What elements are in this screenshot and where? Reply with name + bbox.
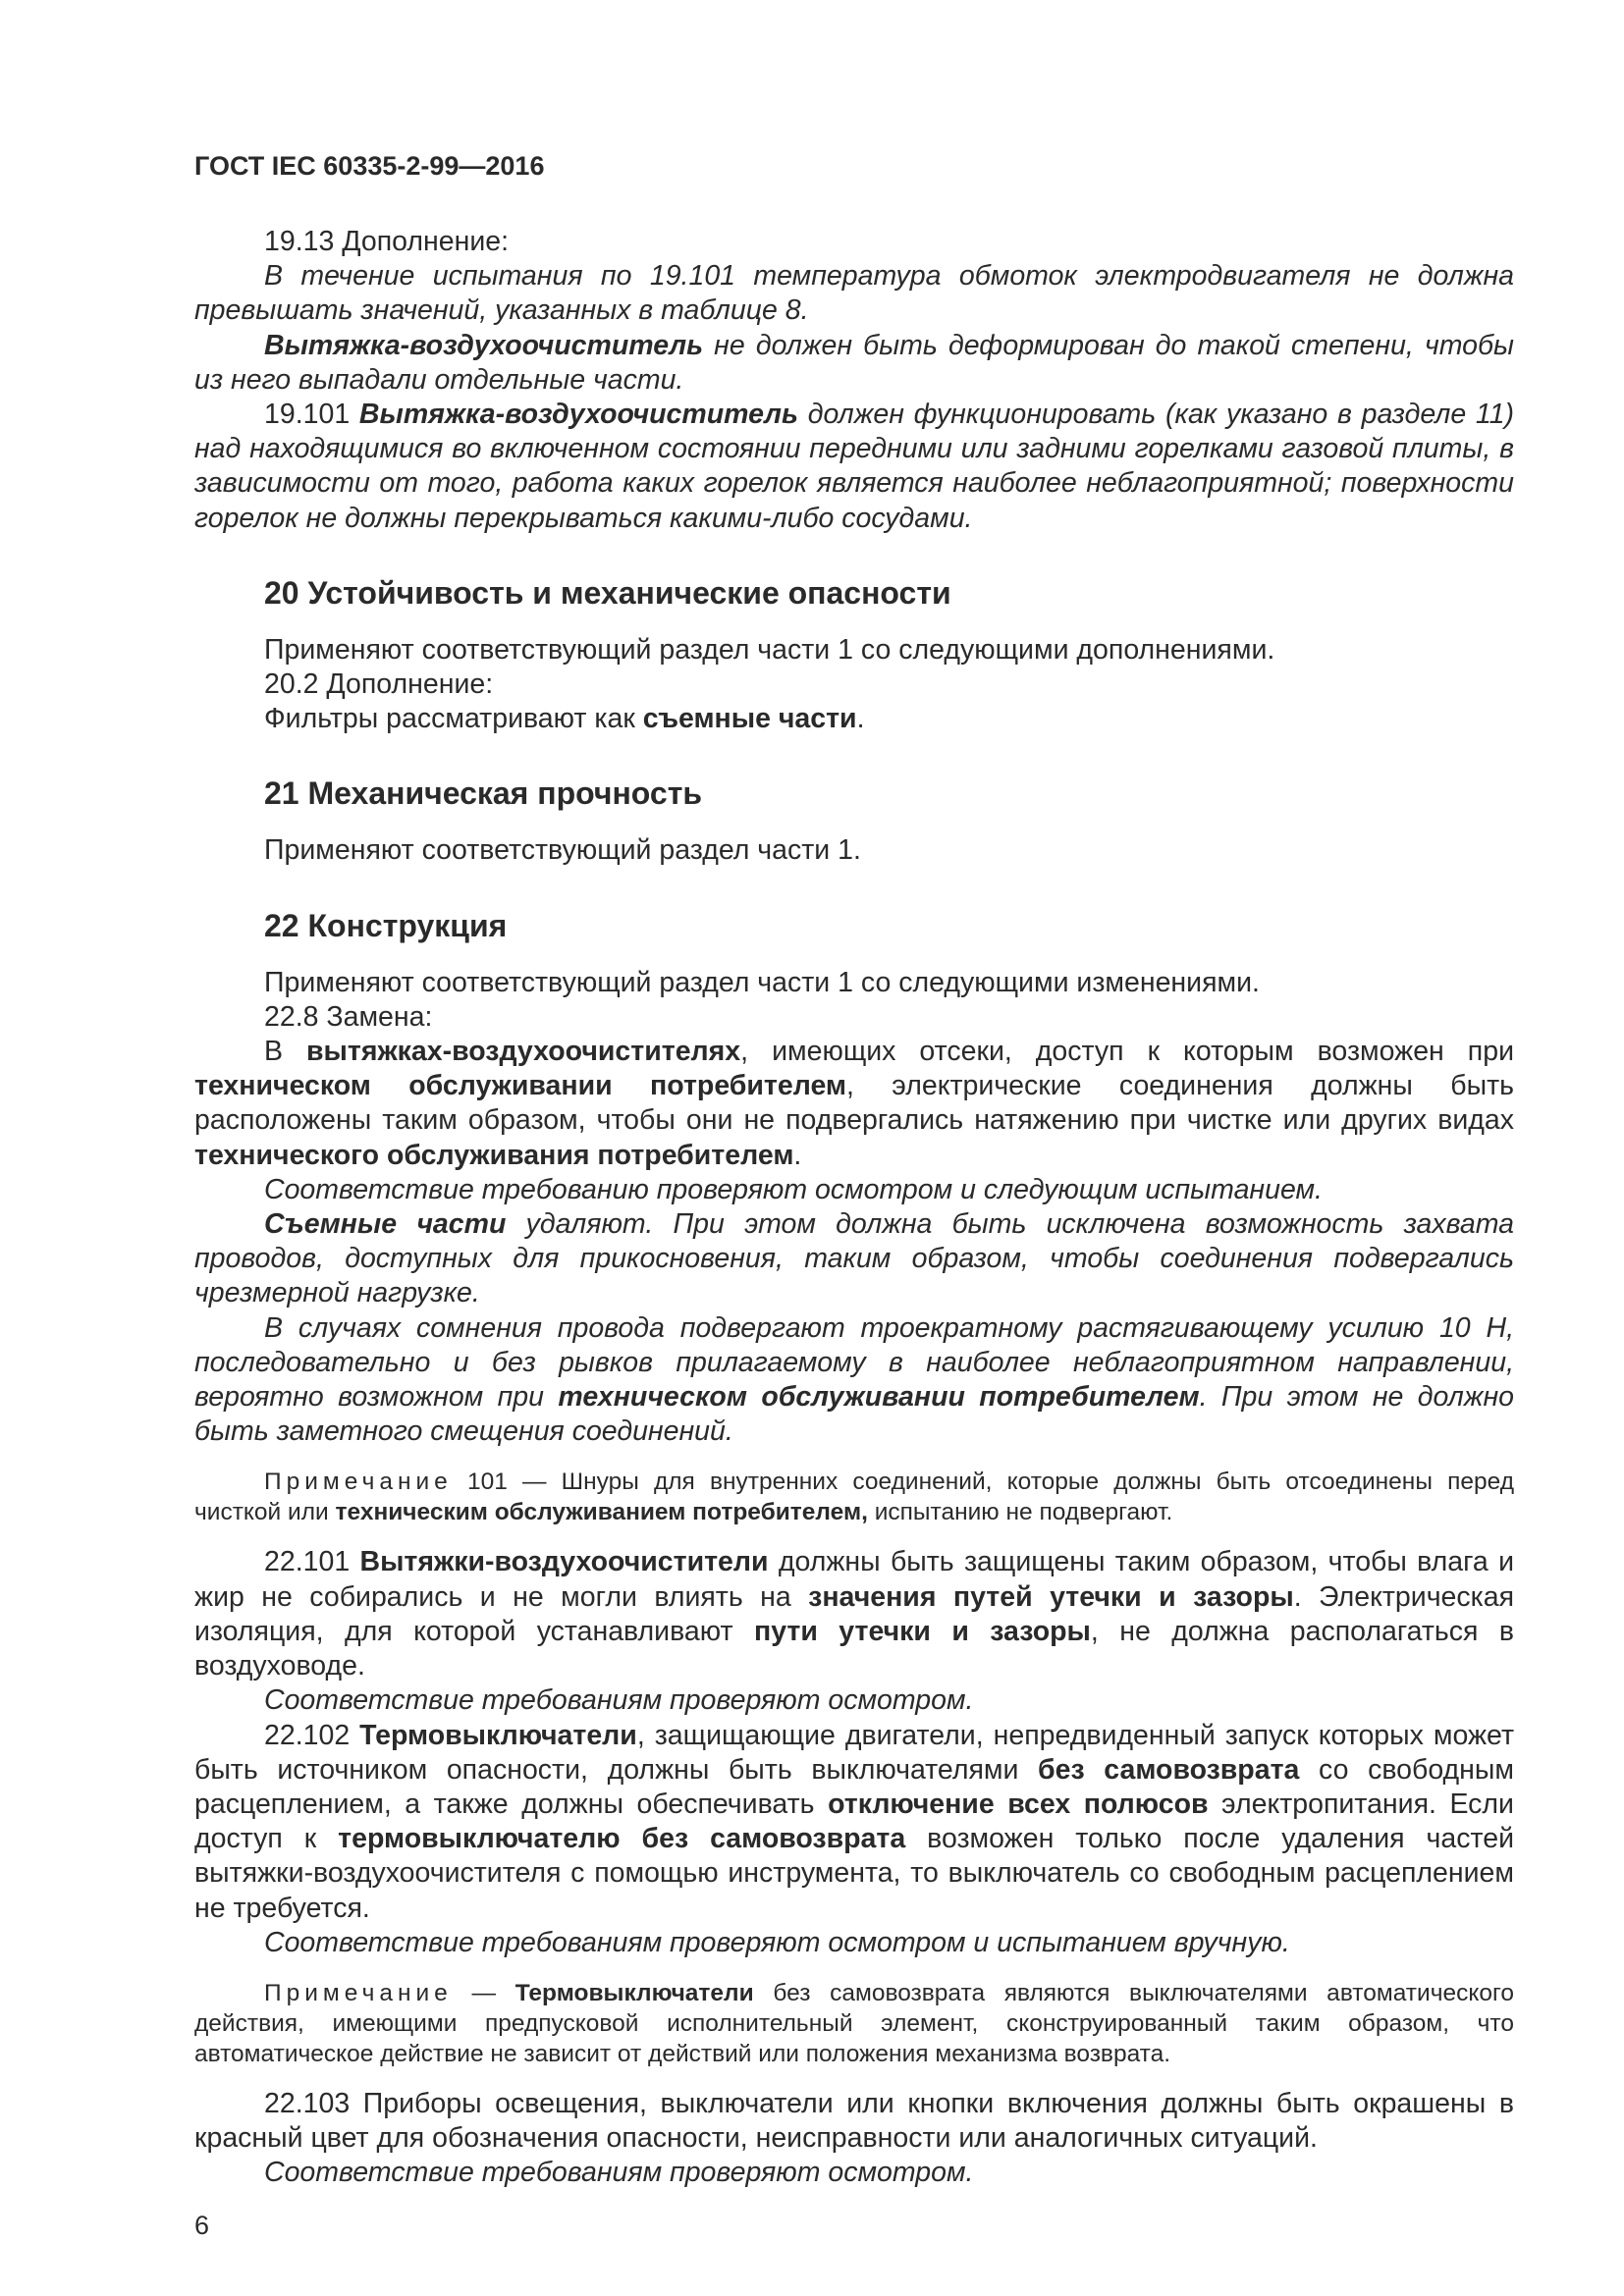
section-20-heading: 20 Устойчивость и механические опасности	[264, 574, 951, 611]
paragraph	[194, 702, 1514, 736]
text-run: со свободным расцеплением, а также должны обеспечивать	[194, 1753, 1514, 1820]
paragraph	[194, 1207, 1514, 1311]
text-run: , имеющих отсеки, доступ к которым возможен при	[740, 1036, 1514, 1068]
term-bold: техническом обслуживании потребителем	[194, 1070, 847, 1102]
paragraph	[194, 2087, 1514, 2156]
paragraph	[194, 1926, 1514, 1960]
text-run: Соответствие требованию проверяют осмотром и следующим испытанием.	[264, 1173, 1323, 1205]
note-101	[194, 1467, 1514, 1527]
text-run: электропитания. Если доступ к	[194, 1788, 1514, 1855]
text-run: .	[793, 1139, 802, 1171]
text-run: Применяют соответствующий раздел части 1.	[264, 834, 861, 867]
text-run: 22.101	[264, 1546, 360, 1578]
term-bold: вытяжках-воздухоочистителях	[306, 1036, 741, 1068]
page-number: 6	[194, 2210, 210, 2240]
text-run: В	[264, 1036, 307, 1068]
section-22-text	[194, 966, 1514, 1450]
section-19-text	[194, 225, 1514, 536]
paragraph	[194, 259, 1514, 328]
paragraph	[194, 667, 1514, 702]
term-bold: значения путей утечки и зазоры	[808, 1580, 1294, 1613]
paragraph	[194, 833, 1514, 868]
term-bold: Вытяжка-воздухоочиститель	[358, 399, 798, 431]
term-bold: Термовыключатели	[359, 1719, 637, 1751]
text-run: без самовозврата являются выключателями автоматического действия, имеющими предпусковой исполнительный элемент, сконструированный таким образом, что автоматическое действие не зависит от действий или положения механизма возврата.	[194, 1979, 1514, 2067]
paragraph	[194, 1719, 1514, 1926]
text-run: . Электрическая изоляция, для которой устанавливают	[194, 1580, 1515, 1647]
paragraph	[194, 1545, 1514, 1683]
text-run: —	[452, 1979, 515, 2006]
term-bold: без самовозврата	[1038, 1753, 1300, 1786]
paragraph	[194, 1035, 1514, 1173]
note-label: Примечание	[264, 1979, 453, 2006]
text-run: 22.8 Замена:	[264, 1000, 433, 1033]
term-bold: Термовыключатели	[514, 1979, 754, 2006]
document-page	[194, 0, 1514, 2281]
paragraph	[194, 966, 1514, 1000]
text-run: . При этом не должно быть заметного смещения соединений.	[194, 1381, 1514, 1448]
note-label: Примечание	[264, 1468, 453, 1496]
section-20	[194, 573, 1514, 737]
text-run: не должен быть деформирован до такой степени, чтобы из него выпадали отдельные части.	[194, 329, 1514, 396]
paragraph	[194, 633, 1514, 667]
term-bold: Съемные части	[264, 1208, 507, 1241]
text-run: Соответствие требованиям проверяют осмотром и испытанием вручную.	[264, 1926, 1290, 1958]
text-run: удаляют. При этом должна быть исключена возможность захвата проводов, доступных для прикосновения, таким образом, чтобы соединения подвергались чрезмерной нагрузке.	[194, 1208, 1514, 1309]
paragraph	[194, 1173, 1514, 1207]
note-thermal-cutouts	[194, 1978, 1514, 2069]
text-run: Применяют соответствующий раздел части 1 со следующими дополнениями.	[264, 633, 1275, 666]
paragraph	[194, 329, 1514, 398]
text-run: 22.102	[264, 1719, 360, 1751]
section-21	[194, 774, 1514, 868]
section-22	[194, 906, 1514, 1450]
text-run: должны быть защищены таким образом, чтобы влага и жир не собирались и не могли влиять на	[194, 1546, 1514, 1613]
text-run: испытанию не подвергают.	[867, 1499, 1173, 1526]
text-run: должен функционировать (как указано в разделе 11) над находящимися во включенном состоянии передними или задними горелками газовой плиты, в зависимости от того, работа каких горелок является наиболее неблагоприятной; поверхности горелок не должны перекрываться какими-либо сосудами.	[194, 399, 1514, 534]
text-run: Соответствие требованиям проверяют осмотром.	[264, 2157, 974, 2189]
text-run: , электрические соединения должны быть расположены таким образом, чтобы они не подвергались натяжению при чистке или других видах	[194, 1070, 1514, 1137]
text-run: Применяют соответствующий раздел части 1 со следующими изменениями.	[264, 966, 1260, 998]
section-22-103	[194, 2087, 1514, 2191]
term-bold: техническом обслуживании потребителем	[558, 1381, 1200, 1414]
document-header: ГОСТ IEC 60335-2-99—2016	[194, 151, 545, 181]
term-bold: Вытяжка-воздухоочиститель	[264, 329, 704, 361]
text-run: 101 — Шнуры для внутренних соединений, которые должны быть отсоединены перед чисткой или	[194, 1468, 1514, 1526]
section-21-text	[194, 833, 1514, 868]
text-run: 20.2 Дополнение:	[264, 668, 494, 701]
text-run: .	[856, 703, 865, 735]
paragraph	[194, 1683, 1514, 1718]
paragraph	[194, 1000, 1514, 1035]
text-run: В случаях сомнения провода подвергают троекратному растягивающему усилию 10 Н, последовательно и без рывков прилагаемому в наиболее неблагоприятном направлении, вероятно возможном при	[194, 1311, 1514, 1414]
text-run: 19.101	[264, 399, 359, 431]
term-bold: отключение всех полюсов	[828, 1788, 1209, 1820]
paragraph	[194, 2156, 1514, 2190]
text-run: Соответствие требованиям проверяют осмотром.	[264, 1684, 974, 1717]
text-run: , защищающие двигатели, непредвиденный запуск которых может быть источником опасности, должны быть выключателями	[194, 1719, 1515, 1786]
text-run: Фильтры рассматривают как	[264, 703, 643, 735]
paragraph	[194, 225, 1514, 259]
term-bold: термовыключателю без самовозврата	[338, 1823, 906, 1855]
section-22-101-102	[194, 1545, 1514, 1959]
term-bold: съемные части	[642, 703, 857, 735]
text-run: возможен только после удаления частей вытяжки-воздухоочистителя с помощью инструмента, то выключатель со свободным расцеплением не требуется.	[194, 1823, 1514, 1924]
text-run: , не должна располагаться в воздуховоде.	[194, 1615, 1514, 1682]
term-bold: технического обслуживания потребителем	[194, 1139, 794, 1171]
term-bold: пути утечки и зазоры	[753, 1615, 1091, 1647]
section-21-heading: 21 Механическая прочность	[264, 775, 703, 812]
paragraph	[194, 398, 1514, 536]
text-run: В течение испытания по 19.101 температура обмоток электродвигателя не должна превышать значений, указанных в таблице 8.	[194, 260, 1514, 327]
section-20-text	[194, 633, 1514, 737]
paragraph	[194, 1467, 1514, 1527]
text-run: 19.13 Дополнение:	[264, 226, 510, 257]
term-bold: Вытяжки-воздухоочистители	[359, 1546, 769, 1578]
section-22-heading: 22 Конструкция	[264, 907, 508, 943]
paragraph	[194, 1311, 1514, 1450]
text-run: 22.103 Приборы освещения, выключатели или кнопки включения должны быть окрашены в красный цвет для обозначения опасности, неисправности или аналогичных ситуаций.	[194, 2087, 1514, 2155]
paragraph	[194, 1978, 1514, 2069]
term-bold: техническим обслуживанием потребителем,	[335, 1499, 868, 1526]
